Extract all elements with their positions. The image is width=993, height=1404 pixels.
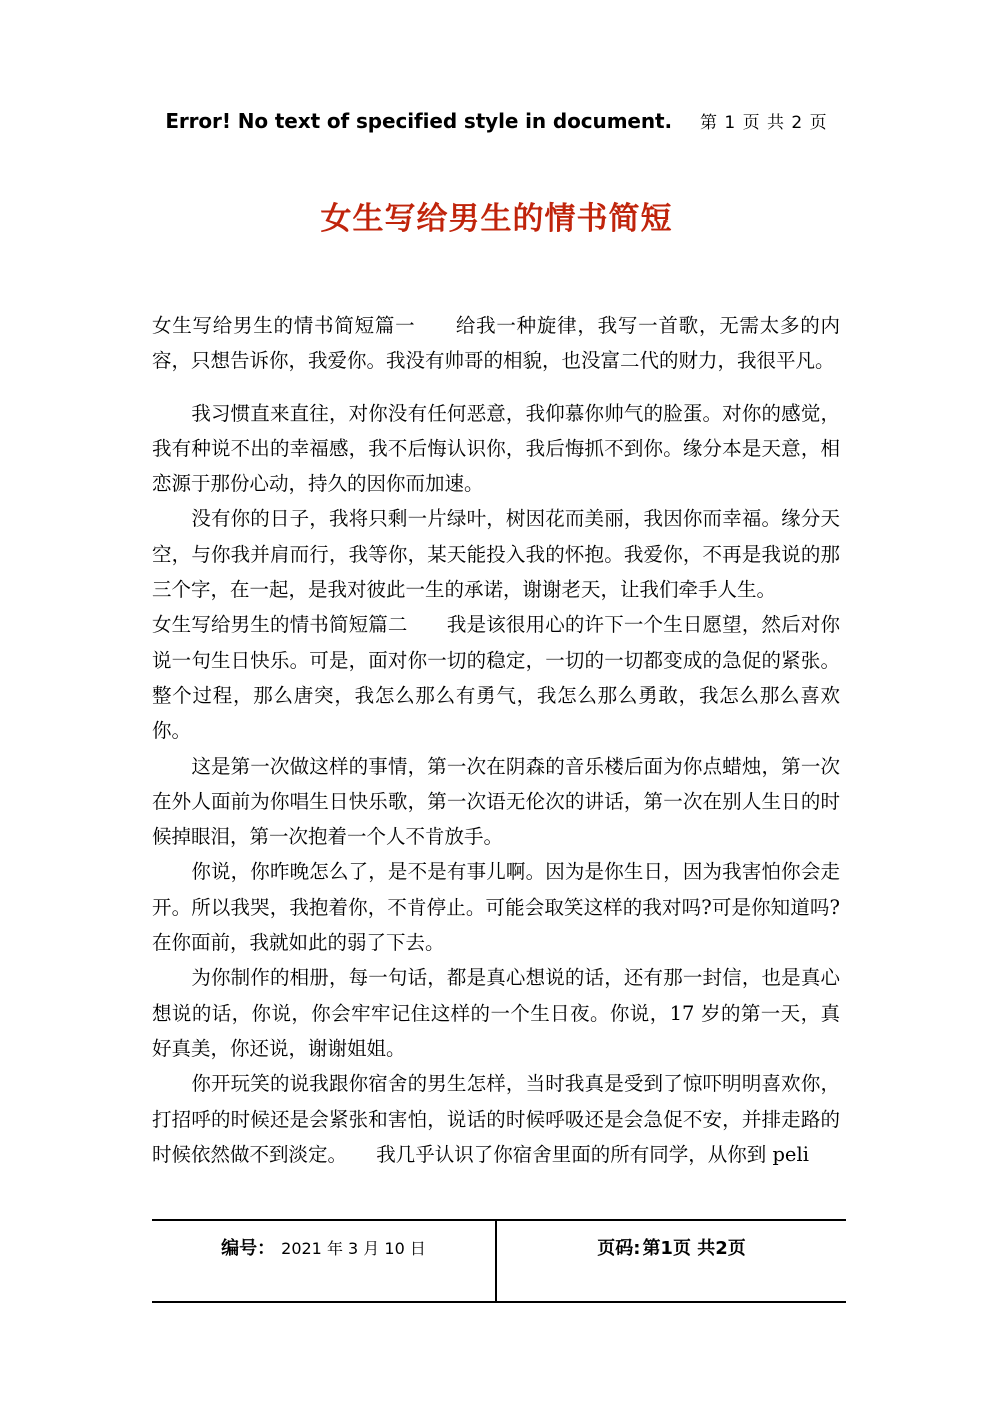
footer-page-cell	[496, 1220, 846, 1302]
header-page-indicator: 第 1 页 共 2 页	[700, 113, 828, 133]
document-header	[0, 108, 993, 133]
footer-page-value: 第1页 共2页	[642, 1238, 746, 1259]
body-paragraph: 我习惯直来直往，对你没有任何恶意，我仰慕你帅气的脸蛋。对你的感觉，我有种说不出的幸福感，我不后悔认识你，我后悔抓不到你。缘分本是天意，相恋源于那份心动，持久的因你而加速。	[152, 401, 840, 496]
body-paragraph: 女生写给男生的情书简短篇二 我是该很用心的许下一个生日愿望，然后对你说一句生日快乐。可是，面对你一切的稳定，一切的一切都变成的急促的紧张。整个过程，那么唐突，我怎么那么有勇气，我怎么那么勇敢，我怎么那么喜欢你。	[152, 613, 840, 743]
footer-number-value: 2021 年 3 月 10 日	[281, 1239, 426, 1258]
footer-table-row	[152, 1220, 846, 1302]
body-paragraph: 这是第一次做这样的事情，第一次在阴森的音乐楼后面为你点蜡烛，第一次在外人面前为你唱生日快乐歌，第一次语无伦次的讲话，第一次在别人生日的时候掉眼泪，第一次抱着一个人不肯放手。	[152, 754, 840, 849]
body-paragraph: 你说，你昨晚怎么了，是不是有事儿啊。因为是你生日，因为我害怕你会走开。所以我哭，我抱着你，不肯停止。可能会取笑这样的我对吗?可是你知道吗?在你面前，我就如此的弱了下去。	[152, 860, 840, 955]
body-paragraph: 女生写给男生的情书简短篇一 给我一种旋律，我写一首歌，无需太多的内容，只想告诉你，我爱你。我没有帅哥的相貌，也没富二代的财力，我很平凡。	[152, 314, 840, 373]
body-paragraph: 没有你的日子，我将只剩一片绿叶，树因花而美丽，我因你而幸福。缘分天空，与你我并肩而行，我等你，某天能投入我的怀抱。我爱你，不再是我说的那三个字，在一起，是我对彼此一生的承诺，谢谢老天，让我们牵手人生。	[152, 507, 840, 602]
body-paragraph: 为你制作的相册，每一句话，都是真心想说的话，还有那一封信，也是真心想说的话，你说，你会牢牢记住这样的一个生日夜。你说，17 岁的第一天，真好真美，你还说，谢谢姐姐。	[152, 966, 840, 1060]
page-title: 女生写给男生的情书简短	[320, 201, 673, 237]
header-error-notice: Error! No text of specified style in document.	[165, 109, 672, 133]
footer-page-label: 页码:	[597, 1238, 641, 1259]
footer-number-cell	[152, 1220, 496, 1302]
document-body	[152, 308, 840, 1172]
footer-number-label: 编号：	[221, 1238, 276, 1259]
footer-table	[152, 1219, 846, 1303]
body-paragraph: 你开玩笑的说我跟你宿舍的男生怎样，当时我真是受到了惊吓明明喜欢你，打招呼的时候还是会紧张和害怕，说话的时候呼吸还是会急促不安，并排走路的时候依然做不到淡定。 我几乎认识了你宿舍里面的所有同学，从你到 peli	[152, 1072, 840, 1166]
